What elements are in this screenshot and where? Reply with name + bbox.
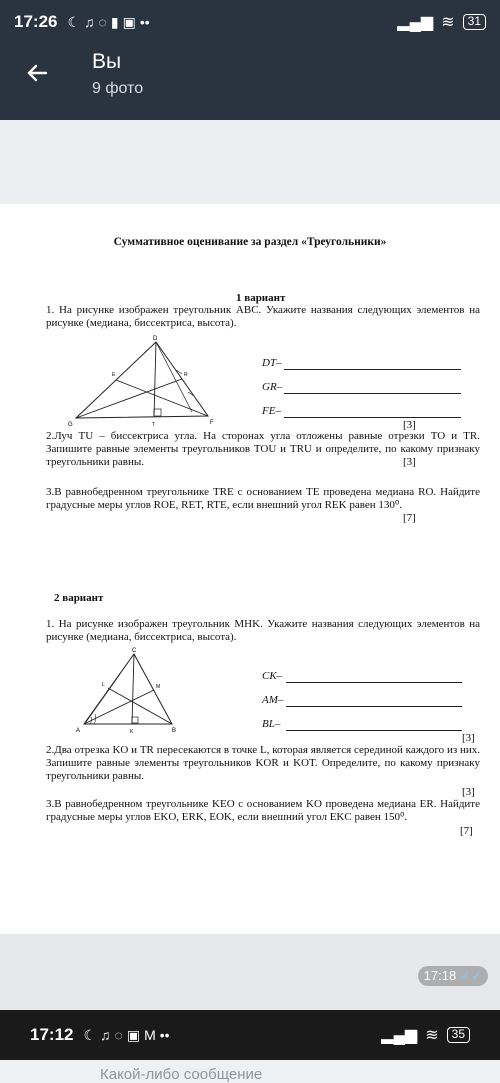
v2-label-l: L (102, 682, 105, 688)
v2-answer-am: AM– (262, 694, 284, 706)
v2-answer-bl: BL– (262, 718, 281, 730)
status-bar-bottom (0, 1010, 500, 1060)
photo-viewer[interactable] (0, 120, 500, 1010)
whatsapp-icon: ◌ (98, 13, 107, 30)
v1-mark1: [3] (403, 419, 416, 431)
v2-label-b: B (172, 728, 177, 734)
v2-label-a: A (76, 728, 81, 734)
status-bar-top (0, 0, 500, 44)
gmail-icon: M (144, 1026, 156, 1043)
photo-margin-top (0, 120, 500, 204)
v1-label-e: E (112, 372, 116, 378)
back-button[interactable] (22, 58, 52, 88)
status-icons (67, 14, 149, 31)
variant-1-title: 1 вариант (236, 292, 286, 304)
chat-title: Вы (92, 50, 122, 73)
gift-icon: ▣ (122, 13, 136, 30)
v2-answer-line-2 (286, 706, 462, 707)
signal-icon: ▂▄▆ (397, 14, 434, 31)
v2-mark2: [3] (462, 786, 475, 798)
v1-task3: 3.В равнобедренном треугольнике TRE с основанием TE проведена медиана RO. Найдите градусные меры углов ROE, RET, RTE, если внешний угол REK равен 130⁰. (46, 486, 480, 511)
worksheet-heading: Суммативное оценивание за раздел «Треугольники» (113, 236, 387, 248)
status-time: 17:26 (14, 12, 58, 31)
v1-answer-dt: DT– (262, 357, 282, 369)
v2-answer-ck: CK– (262, 670, 283, 682)
v2-label-m: M (156, 684, 161, 690)
v1-label-r: R (184, 372, 188, 378)
message-input-placeholder[interactable]: Какой-либо сообщение (100, 1066, 263, 1083)
v2-answer-line-1 (286, 682, 462, 683)
more-dots-icon: •• (159, 1026, 170, 1043)
v1-answer-fe: FE– (262, 405, 281, 417)
battery-icon: 31 (463, 14, 486, 30)
photo-count: 9 фото (92, 80, 144, 97)
worksheet-document (0, 204, 500, 934)
signal-icon: ▂▄▆ (381, 1027, 418, 1044)
timestamp-time: 17:18 (423, 968, 457, 983)
v2-label-k: K (130, 729, 134, 735)
v1-answer-line-2 (284, 393, 461, 394)
v2-mark1: [3] (462, 732, 475, 744)
wifi-icon: ≋ (441, 14, 455, 31)
more-dots-icon: •• (139, 13, 150, 30)
status-time-2: 17:12 (30, 1025, 74, 1044)
v1-triangle-figure (66, 334, 222, 428)
v1-label-d: D (153, 336, 158, 342)
v2-task2: 2.Два отрезка KO и TR пересекаются в точке L, которая является серединой каждого из них. Запишите равные элементы треугольников KOR и KOT. Определите, по какому признаку треугольники равны. (46, 744, 480, 782)
wifi-icon: ≋ (425, 1027, 439, 1044)
v1-answer-line-1 (284, 369, 461, 370)
v2-label-c: C (132, 648, 137, 654)
app-bar (0, 44, 500, 120)
v2-answer-line-3 (286, 730, 462, 731)
v1-mark3: [7] (403, 512, 416, 524)
headphones-icon: ♫ (84, 13, 95, 30)
read-checkmarks-icon: ✓✓ (460, 968, 482, 983)
back-arrow-icon (22, 58, 52, 88)
v1-label-t: T (152, 422, 156, 428)
v1-answer-gr: GR– (262, 381, 283, 393)
moon-icon: ☾ (67, 13, 81, 30)
v2-task1: 1. На рисунке изображен треугольник MHK. Укажите названия следующих элементов на рисунке (медиана, биссектриса, высота). (46, 618, 480, 643)
v1-label-g: G (68, 422, 73, 428)
v2-task3: 3.В равнобедренном треугольнике KEO с основанием KO проведена медиана ER. Найдите градусные меры углов EKO, ERK, EOK, если внешний угол EKC равен 150⁰. (46, 798, 480, 823)
v1-mark2: [3] (403, 456, 416, 468)
v2-triangle-figure (74, 646, 184, 738)
v2-mark3: [7] (460, 825, 473, 837)
gift-icon: ▣ (126, 1026, 141, 1043)
headphones-icon: ♫ (100, 1026, 111, 1043)
video-icon: ▮ (110, 13, 119, 30)
v1-answer-line-3 (284, 417, 461, 418)
v1-task1: 1. На рисунке изображен треугольник ABC. Укажите названия следующих элементов на рисунке (медиана, биссектриса, высота). (46, 304, 480, 329)
message-input-bar[interactable] (0, 1060, 500, 1083)
variant-2-title: 2 вариант (54, 592, 104, 604)
v1-task2: 2.Луч TU – биссектриса угла. На сторонах угла отложены равные отрезки TO и TR. Запишите равные элементы треугольников TOU и TRU и определите, по какому признаку треугольники равны. (46, 430, 480, 468)
message-timestamp (418, 966, 488, 986)
battery-icon: 35 (447, 1027, 470, 1043)
moon-icon: ☾ (83, 1026, 97, 1043)
status-icons-2 (83, 1027, 169, 1044)
whatsapp-icon: ◌ (114, 1026, 123, 1043)
v1-label-f: F (210, 420, 214, 426)
